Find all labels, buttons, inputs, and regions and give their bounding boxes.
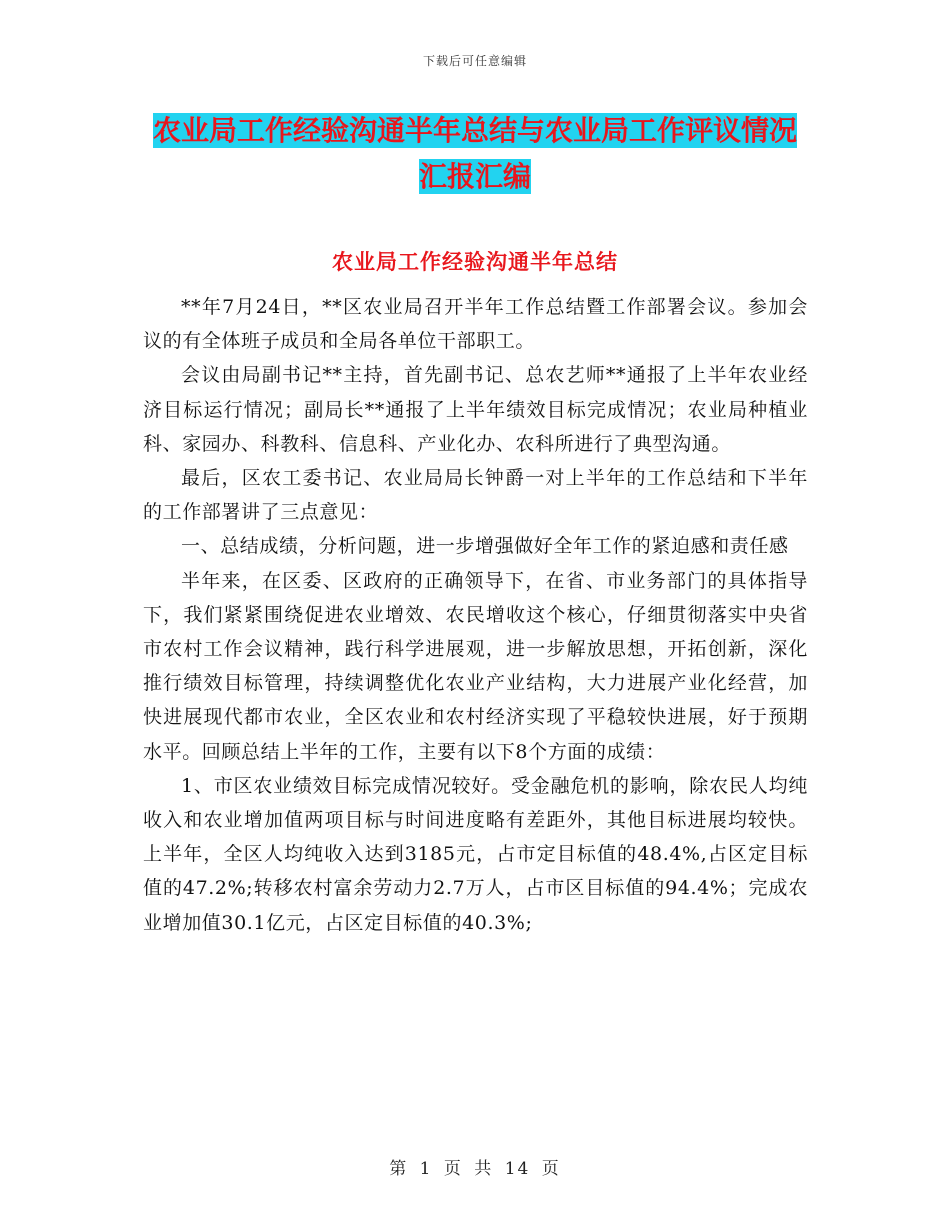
page-footer: 第 1 页 共 14 页 — [389, 1159, 561, 1179]
document-title — [140, 108, 810, 200]
document-title-line-2: 汇报汇编 — [418, 160, 531, 193]
paragraph: 1、市区农业绩效目标完成情况较好。受金融危机的影响，除农民人均纯收入和农业增加值两项目标与时间进度略有差距外，其他目标进展均较快。上半年，全区人均纯收入达到3185元，占市定目标值的48.4%,占区定目标值的47.2%;转移农村富余劳动力2.7万人，占市区目标值的94.4%；完成农业增加值30.1亿元，占区定目标值的40.3%; — [143, 774, 808, 934]
document-title-line-1: 农业局工作经验沟通半年总结与农业局工作评议情况 — [152, 114, 797, 147]
section-title: 农业局工作经验沟通半年总结 — [332, 250, 618, 274]
paragraph: 一、总结成绩，分析问题，进一步增强做好全年工作的紧迫感和责任感 — [181, 535, 789, 558]
paragraph: 会议由局副书记**主持，首先副书记、总农艺师**通报了上半年农业经济目标运行情况；副局长**通报了上半年绩效目标完成情况；农业局种植业科、家园办、科教科、信息科、产业化办、农科所进行了典型沟通。 — [143, 364, 808, 455]
page-header: 下载后可任意编辑 — [422, 54, 527, 68]
paragraph: **年7月24日，**区农业局召开半年工作总结暨工作部署会议。参加会议的有全体班子成员和全局各单位干部职工。 — [143, 296, 808, 353]
paragraph: 半年来，在区委、区政府的正确领导下，在省、市业务部门的具体指导下，我们紧紧围绕促进农业增效、农民增收这个核心，仔细贯彻落实中央省市农村工作会议精神，践行科学进展观，进一步解放思想，开拓创新，深化推行绩效目标管理，持续调整优化农业产业结构，大力进展产业化经营，加快进展现代都市农业，全区农业和农村经济实现了平稳较快进展，好于预期水平。回顾总结上半年的工作，主要有以下8个方面的成绩： — [143, 569, 808, 763]
paragraph: 最后，区农工委书记、农业局局长钟爵一对上半年的工作总结和下半年的工作部署讲了三点意见： — [143, 467, 808, 524]
document-body — [143, 290, 808, 940]
